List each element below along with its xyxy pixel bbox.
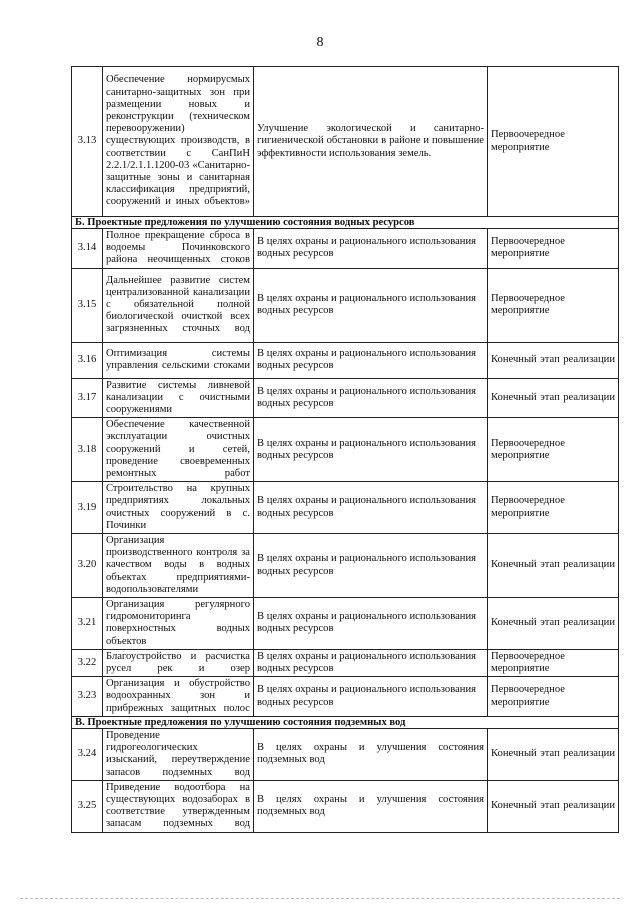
priority-cell: Первоочередное мероприятие: [488, 268, 619, 342]
goal-cell: Улучшение экологической и санитарно-гигиенической обстановки в районе и повышение эффективности использования земель.: [254, 67, 488, 217]
measure-cell: Организация производственного контроля за качеством воды в водных объектах предприятиями-водопользователями: [103, 534, 254, 598]
table-row: [72, 229, 619, 269]
goal-cell: В целях охраны и рационального использования водных ресурсов: [254, 598, 488, 650]
goal-cell: В целях охраны и улучшения состояния подземных вод: [254, 780, 488, 832]
table-row: [72, 780, 619, 832]
measures-table-body: [72, 67, 619, 833]
row-number: 3.13: [72, 67, 103, 217]
goal-cell: В целях охраны и улучшения состояния подземных вод: [254, 728, 488, 780]
measure-cell: Развитие системы ливневой канализации с очистными сооружениями: [103, 378, 254, 418]
goal-cell: В целях охраны и рационального использования водных ресурсов: [254, 677, 488, 717]
priority-cell: Первоочередное мероприятие: [488, 482, 619, 534]
priority-cell: Первоочередное мероприятие: [488, 418, 619, 482]
goal-cell: В целях охраны и рационального использования водных ресурсов: [254, 342, 488, 378]
table-row: [72, 677, 619, 717]
priority-cell: Конечный этап реализации: [488, 534, 619, 598]
goal-cell: В целях охраны и рационального использования водных ресурсов: [254, 418, 488, 482]
measure-cell: Приведение водоотбора на существующих водозаборах в соответствие утвержденным запасам подземных вод: [103, 780, 254, 832]
table-row: [72, 649, 619, 676]
table-row: [72, 534, 619, 598]
measure-cell: Обеспечение качественной эксплуатации очистных сооружений и сетей, проведение своевременных ремонтных работ: [103, 418, 254, 482]
priority-cell: Конечный этап реализации: [488, 342, 619, 378]
measure-cell: Полное прекращение сброса в водоемы Починковского района неочищенных стоков: [103, 229, 254, 269]
page-bottom-rule: [20, 898, 620, 899]
table-row: [72, 598, 619, 650]
priority-cell: Первоочередное мероприятие: [488, 649, 619, 676]
table-row: [72, 342, 619, 378]
priority-cell: Первоочередное мероприятие: [488, 229, 619, 269]
row-number: 3.25: [72, 780, 103, 832]
row-number: 3.20: [72, 534, 103, 598]
row-number: 3.18: [72, 418, 103, 482]
measure-cell: Обеспечение нормирусмых санитарно-защитных зон при размещении новых и реконструкции (техническом перевооружении) существующих производств, в соответствии с СанПиН 2.2.1/2.1.1.1200-03 «Санитарно-защитные зоны и санитарная классификация предприятий, сооружений и иных объектов»: [103, 67, 254, 217]
measure-cell: Организация регулярного гидромониторинга поверхностных водных объектов: [103, 598, 254, 650]
goal-cell: В целях охраны и рационального использования водных ресурсов: [254, 649, 488, 676]
table-row: [72, 418, 619, 482]
section-title: Б. Проектные предложения по улучшению состояния водных ресурсов: [72, 217, 619, 229]
measure-cell: Организация и обустройство водоохранных зон и прибрежных защитных полос: [103, 677, 254, 717]
table-row: [72, 728, 619, 780]
table-row: [72, 482, 619, 534]
priority-cell: Конечный этап реализации: [488, 378, 619, 418]
goal-cell: В целях охраны и рационального использования водных ресурсов: [254, 268, 488, 342]
priority-cell: Первоочередное мероприятие: [488, 67, 619, 217]
measures-table: [71, 66, 619, 833]
measure-cell: Благоустройство и расчистка русел рек и озер: [103, 649, 254, 676]
measure-cell: Оптимизация системы управления сельскими стоками: [103, 342, 254, 378]
measure-cell: Проведение гидрогеологических изысканий, переутверждение запасов подземных вод: [103, 728, 254, 780]
row-number: 3.14: [72, 229, 103, 269]
row-number: 3.15: [72, 268, 103, 342]
row-number: 3.17: [72, 378, 103, 418]
table-row: [72, 268, 619, 342]
row-number: 3.22: [72, 649, 103, 676]
goal-cell: В целях охраны и рационального использования водных ресурсов: [254, 482, 488, 534]
row-number: 3.16: [72, 342, 103, 378]
goal-cell: В целях охраны и рационального использования водных ресурсов: [254, 378, 488, 418]
section-header-row: [72, 716, 619, 728]
section-header-row: [72, 217, 619, 229]
priority-cell: Конечный этап реализации: [488, 780, 619, 832]
goal-cell: В целях охраны и рационального использования водных ресурсов: [254, 534, 488, 598]
row-number: 3.23: [72, 677, 103, 717]
section-title: В. Проектные предложения по улучшению состояния подземных вод: [72, 716, 619, 728]
priority-cell: Конечный этап реализации: [488, 728, 619, 780]
table-row: [72, 378, 619, 418]
measure-cell: Дальнейшее развитие систем централизованной канализации с обязательной полной биологической очисткой всех загрязненных сточных вод: [103, 268, 254, 342]
priority-cell: Конечный этап реализации: [488, 598, 619, 650]
priority-cell: Первоочередное мероприятие: [488, 677, 619, 717]
measure-cell: Строительство на крупных предприятиях локальных очистных сооружений в с. Починки: [103, 482, 254, 534]
row-number: 3.24: [72, 728, 103, 780]
table-row: [72, 67, 619, 217]
goal-cell: В целях охраны и рационального использования водных ресурсов: [254, 229, 488, 269]
row-number: 3.21: [72, 598, 103, 650]
page-number: 8: [316, 35, 324, 50]
row-number: 3.19: [72, 482, 103, 534]
